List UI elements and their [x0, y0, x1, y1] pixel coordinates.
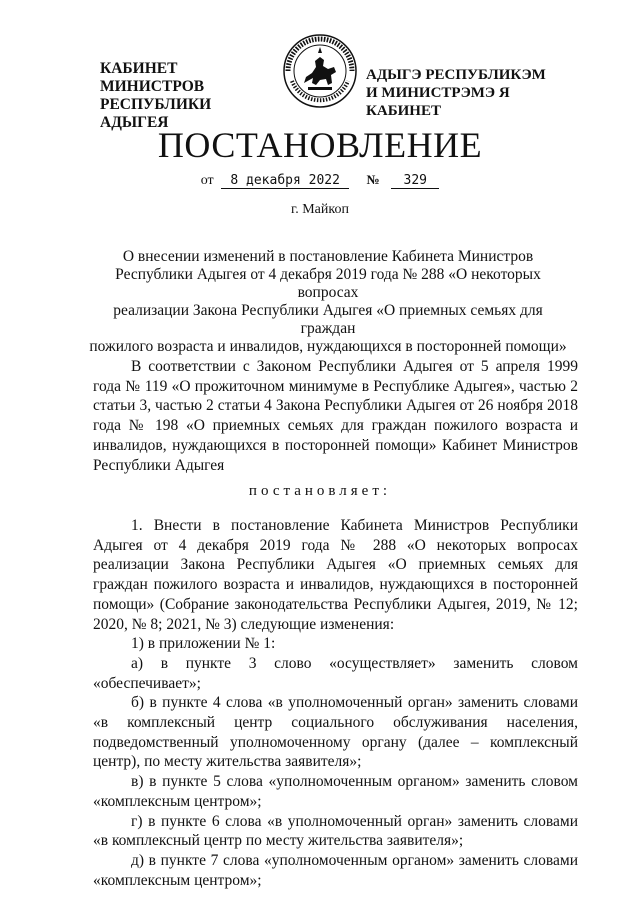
- issuer-line: АДЫГЭ РЕСПУБЛИКЭМ: [366, 67, 546, 83]
- issuer-name-russian: [100, 60, 280, 132]
- document-type-title: ПОСТАНОВЛЕНИЕ: [157, 125, 483, 165]
- issuer-name-adyghe: [366, 66, 576, 120]
- clause-paragraph: 1) в приложении № 1:: [131, 635, 276, 653]
- coat-of-arms-seal: [282, 33, 358, 109]
- clauses: [93, 516, 578, 890]
- document-date: 8 декабря 2022: [221, 173, 349, 189]
- preamble: [93, 357, 578, 475]
- number-sign: №: [366, 172, 380, 187]
- preamble-paragraph: В соответствии с Законом Республики Адыгея от 5 апреля 1999 года № 119 «О прожиточном минимуме в Республике Адыгея», частью 2 статьи 3, частью 2 статьи 4 Закона Республики Адыгея от 26 ноября 2018 года № 198 «О приемных семьях для граждан пожилого возраста и инвалидов, нуждающихся в посторонней помощи» Кабинет Министров Республики Адыгея: [93, 358, 578, 474]
- issuer-line: РЕСПУБЛИКИ АДЫГЕЯ: [100, 96, 212, 131]
- clause-paragraph: б) в пункте 4 слова «в уполномоченный орган» заменить словами «в комплексный центр социального обслуживания населения, подведомственный уполномоченному органу (далее – комплексный центр), по месту жительства заявителя»;: [93, 694, 578, 771]
- clause-paragraph: д) в пункте 7 слова «уполномоченным органом» заменить словами «комплексным центром»;: [93, 851, 578, 889]
- document-number: 329: [391, 173, 439, 189]
- clause-paragraph: г) в пункте 6 слова «в уполномоченный орган» заменить словами «в комплексный центр по месту жительства заявителя»;: [93, 812, 578, 850]
- clause-paragraph: а) в пункте 3 слово «осуществляет» заменить словом «обеспечивает»;: [93, 654, 578, 692]
- issuer-line: И МИНИСТРЭМЭ Я КАБИНЕТ: [366, 85, 510, 119]
- document-subject: [88, 248, 568, 356]
- clause-paragraph: в) в пункте 5 слова «уполномоченным органом» заменить словом «комплексным центром»;: [93, 773, 578, 810]
- date-prefix: от: [200, 173, 214, 188]
- subject-line: Республики Адыгея от 4 декабря 2019 года № 288 «О некоторых вопросах: [115, 266, 541, 301]
- subject-line: реализации Закона Республики Адыгея «О приемных семьях для граждан: [113, 302, 543, 337]
- subject-line: О внесении изменений в постановление Кабинета Министров: [122, 248, 534, 265]
- date-number-line: [0, 172, 640, 189]
- issuer-line: КАБИНЕТ МИНИСТРОВ: [100, 60, 205, 95]
- decree-word: постановляет:: [248, 483, 392, 499]
- subject-line: пожилого возраста и инвалидов, нуждающихся в посторонней помощи»: [89, 338, 567, 355]
- city-of-issue: г. Майкоп: [291, 202, 349, 217]
- clause-paragraph: 1. Внести в постановление Кабинета Министров Республики Адыгея от 4 декабря 2019 года № 288 «О некоторых вопросах реализации Закона Республики Адыгея «О приемных семьях для граждан пожилого возраста и инвалидов, нуждающихся в посторонней помощи» (Собрание законодательства Республики Адыгея, 2019, № 12; 2020, № 8; 2021, № 3) следующие изменения:: [93, 517, 578, 633]
